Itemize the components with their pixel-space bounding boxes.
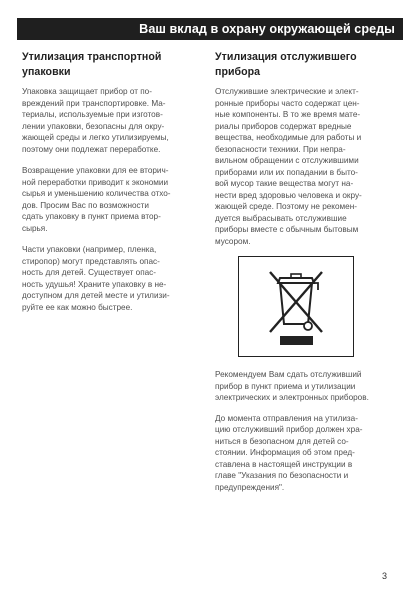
appliance-paragraph-3: До момента отправления на утилиза- цию отслуживший прибор должен хра- ниться в безопасном для детей со- стоянии. Информация об этом пред- ставлена в настоящей инструкции в главе "Указания по безопасности и предупреждения". bbox=[215, 413, 363, 492]
appliance-disposal-heading: Утилизация отслужившего прибора bbox=[215, 51, 357, 78]
appliance-disposal-section bbox=[215, 50, 399, 502]
packaging-disposal-heading: Утилизация транспортной упаковки bbox=[22, 51, 162, 78]
appliance-paragraph-1: Отслужившие электрические и элект- ронные приборы часто содержат цен- ные компоненты. В то же время мате- риалы приборов содержат вредные вещества, необходимые для работы и безопасности техники. При непра- вильном обращении с отслужившими приборами или их попадании в быто- вой мусор такие вещества могут на- нести вред здоровью человека и окру- жающей среде. Поэтому не рекомен- дуется выбрасывать отслужившие приборы вместе с обычным бытовым мусором. bbox=[215, 87, 362, 246]
packaging-paragraph-2: Возвращение упаковки для ее вторич- ной переработки приводит к экономии сырья и уменьшению количества отхо- дов. Просим Вас по возможности сдать упаковку в пункт приема втор- сырья. bbox=[22, 166, 171, 233]
packaging-disposal-section bbox=[22, 50, 200, 323]
page-header-title: Ваш вклад в охрану окружающей среды bbox=[139, 22, 395, 36]
appliance-paragraph-2: Рекомендуем Вам сдать отслуживший прибор в пункт приема и утилизации электрических и электронных приборов. bbox=[215, 370, 369, 402]
page-header bbox=[17, 18, 403, 40]
page-number: 3 bbox=[382, 571, 388, 581]
packaging-paragraph-1: Упаковка защищает прибор от по- вреждений при транспортировке. Ма- териалы, используемые при изготов- лении упаковки, безопасны для окру- жающей среды и легко утилизируемы, поэтому они подлежат переработке. bbox=[22, 87, 169, 154]
weee-symbol bbox=[238, 256, 354, 357]
crossed-out-wheelie-bin-icon bbox=[238, 256, 354, 357]
packaging-paragraph-3: Части упаковки (например, пленка, стиропор) могут представлять опас- ность для детей. Существует опас- ность удушья! Храните упаковку в не- доступном для детей месте и утилизи- руйте ее как можно быстрее. bbox=[22, 245, 170, 312]
